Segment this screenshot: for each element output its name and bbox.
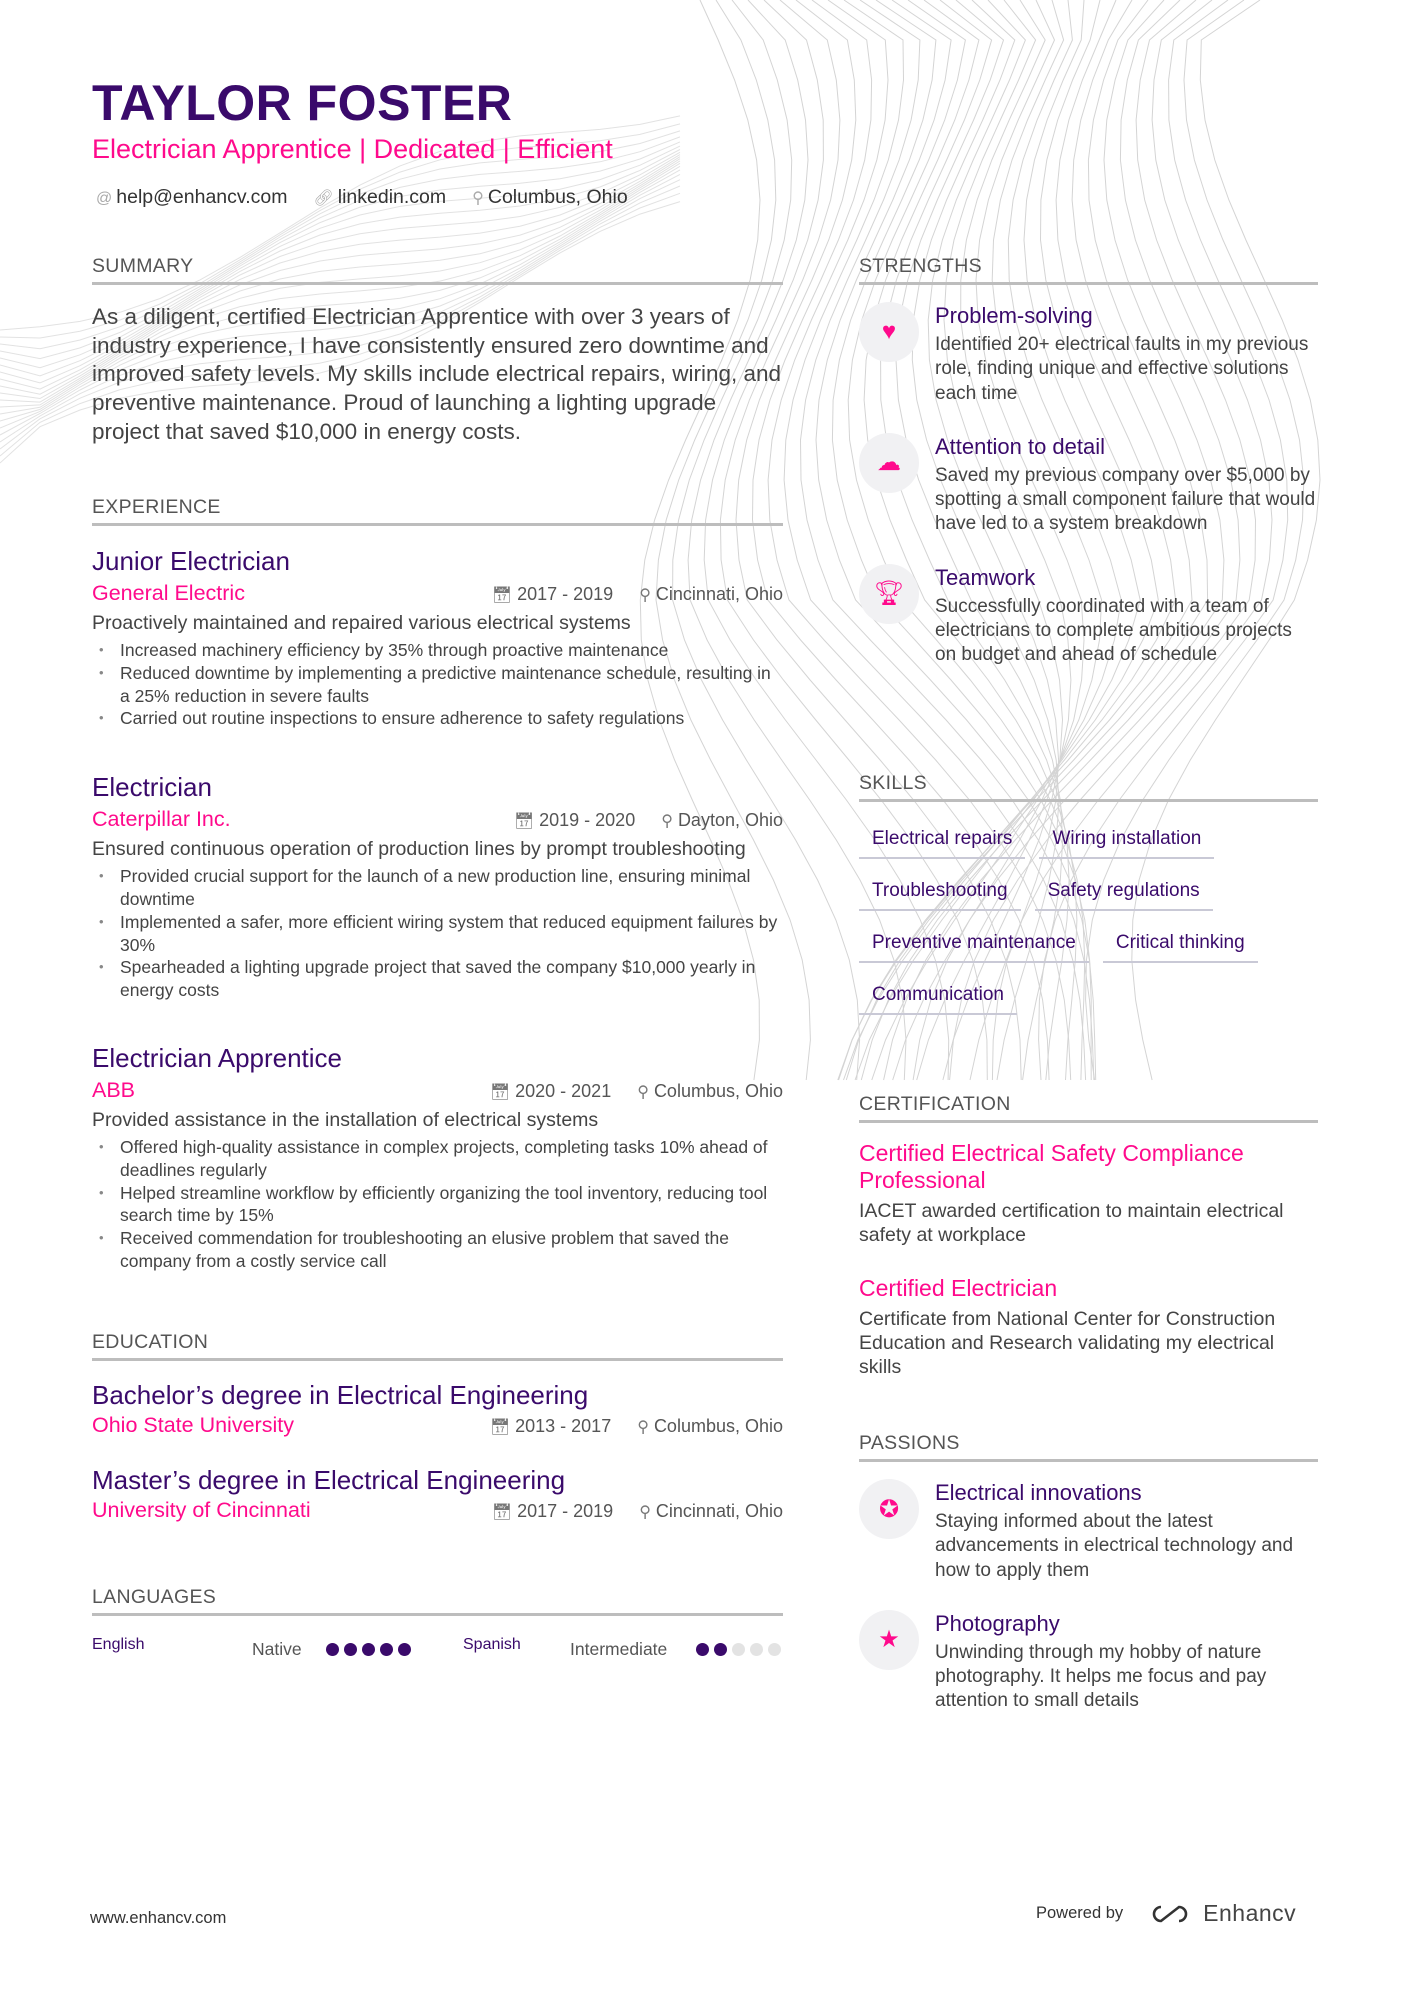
location-pin-icon: ⚲ (472, 190, 484, 207)
degree: Bachelor’s degree in Electrical Engineering (92, 1380, 589, 1410)
passions-item (859, 1610, 1318, 1714)
calendar-icon: 📅︎ (491, 587, 513, 604)
footer-website[interactable]: www.enhancv.com (90, 1909, 227, 1927)
rating-dot (714, 1643, 727, 1656)
location-pin-icon: ⚲ (637, 1419, 649, 1436)
location (639, 584, 783, 605)
location (661, 810, 783, 831)
job-bullets (92, 1136, 783, 1273)
summary-text: As a diligent, certified Electrician Apprentice with over 3 years of industry experience, I have consistently ensured zero downtime and improved safety levels. My skills include electrical repairs, wiring, and preventive maintenance. Proud of launching a lighting upgrade project that saved $10,000 in energy costs. (92, 304, 782, 444)
section-header-experience: EXPERIENCE (92, 496, 783, 526)
company-name: Caterpillar Inc. (92, 807, 231, 832)
item-description: Unwinding through my hobby of nature photography. It helps me focus and pay attention to small details (935, 1641, 1267, 1712)
job-title: Electrician (92, 772, 212, 803)
dates-text: 2017 - 2019 (517, 1501, 614, 1521)
item-title: Electrical innovations (935, 1480, 1142, 1505)
bullet-item: • Spearheaded a lighting upgrade project that saved the company $10,000 yearly in energy costs (92, 956, 783, 1002)
at-icon: @ (96, 190, 113, 207)
company-name: General Electric (92, 581, 245, 605)
job-company-row (92, 807, 783, 832)
calendar-icon: 📅︎ (489, 1083, 511, 1101)
job-company-row (92, 581, 783, 606)
item-title: Teamwork (935, 564, 1036, 590)
contact-linkedin[interactable] (313, 186, 446, 209)
education-item (92, 1464, 783, 1523)
location-pin-icon: ⚲ (639, 587, 651, 604)
dates (492, 1501, 613, 1522)
skill-tag: Electrical repairs (859, 828, 1025, 859)
item-body (935, 302, 1318, 406)
dates-text: 2017 - 2019 (517, 584, 614, 604)
rating-dot (344, 1643, 357, 1656)
heart-icon: ♥ (859, 302, 919, 362)
skill-tag: Communication (859, 984, 1017, 1015)
strengths-item (859, 433, 1318, 537)
experience-list (92, 545, 783, 1273)
enhancv-logo (1147, 1900, 1296, 1927)
skill-tag: Safety regulations (1035, 880, 1213, 911)
item-body (935, 433, 1318, 537)
item-body (935, 564, 1318, 668)
certification-item (859, 1140, 1318, 1248)
language-rating (696, 1643, 781, 1656)
dates-text: 2019 - 2020 (539, 810, 636, 831)
job-title: Junior Electrician (92, 546, 290, 576)
job-bullets (92, 865, 783, 1002)
location-pin-icon: ⚲ (637, 1083, 649, 1101)
location-text: Columbus, Ohio (653, 1080, 783, 1101)
certification-description: IACET awarded certification to maintain electrical safety at workplace (859, 1200, 1284, 1247)
meta (492, 584, 783, 605)
item-description: Staying informed about the latest advancements in electrical technology and how to apply them (935, 1511, 1294, 1581)
dates-text: 2013 - 2017 (515, 1416, 612, 1436)
link-icon: 🔗︎ (313, 190, 334, 207)
language-level: Native (252, 1639, 302, 1659)
item-body (935, 1610, 1318, 1714)
star-icon: ★ (859, 1610, 919, 1670)
contact-email-text: help@enhancv.com (116, 186, 288, 208)
rating-dot (696, 1643, 709, 1656)
contact-email[interactable] (96, 186, 287, 209)
contact-info (96, 186, 628, 209)
meta (490, 1416, 783, 1437)
powered-by-label: Powered by (1036, 1904, 1124, 1922)
location-text: Cincinnati, Ohio (655, 1501, 783, 1521)
item-title: Problem-solving (935, 303, 1093, 328)
bullet-item: • Implemented a safer, more efficient wiring system that reduced equipment failures by 30% (92, 911, 783, 957)
section-header-skills: SKILLS (859, 772, 1318, 802)
job-description: Provided assistance in the installation of electrical systems (92, 1108, 599, 1131)
job-company-row (92, 1078, 783, 1103)
certification-item (859, 1275, 1318, 1380)
job-title: Electrician Apprentice (92, 1042, 343, 1073)
certification-description: Certificate from National Center for Construction Education and Research validating my electrical skills (859, 1307, 1276, 1379)
certification-title: Certified Electrician (859, 1274, 1058, 1301)
bullet-item: • Received commendation for troubleshooting an elusive problem that saved the company from a costly service call (92, 1227, 783, 1273)
brain-icon: ☁ (859, 433, 919, 493)
strengths-item (859, 302, 1318, 406)
dates (490, 1081, 611, 1102)
contact-linkedin-text: linkedin.com (337, 186, 447, 208)
skills-list (859, 828, 1318, 1015)
language-level: Intermediate (570, 1639, 668, 1659)
language-name: Spanish (463, 1636, 521, 1653)
item-title: Attention to detail (935, 433, 1106, 459)
language-rating (326, 1643, 411, 1656)
company-name: ABB (92, 1077, 136, 1102)
experience-item (92, 771, 783, 1002)
bullet-item: • Helped streamline workflow by efficiently organizing the tool inventory, reducing tool search time by 15% (92, 1182, 783, 1228)
skill-tag: Critical thinking (1103, 932, 1258, 963)
bullet-item: • Offered high-quality assistance in complex projects, completing tasks 10% ahead of deadlines regularly (92, 1136, 783, 1182)
footer-branding (1036, 1900, 1296, 1927)
experience-item (92, 1042, 783, 1273)
item-description: Saved my previous company over $5,000 by spotting a small component failure that would have led to a system breakdown (935, 464, 1316, 535)
strengths-item (859, 564, 1318, 668)
item-title: Photography (935, 1610, 1060, 1636)
rating-dot (326, 1643, 339, 1656)
skill-tag: Wiring installation (1039, 828, 1214, 859)
rating-dot (362, 1643, 375, 1656)
bullet-item: • Provided crucial support for the launch of a new production line, ensuring minimal downtime (92, 865, 783, 911)
job-description: Proactively maintained and repaired various electrical systems (92, 612, 631, 634)
contact-location (472, 186, 628, 209)
strengths-list (859, 302, 1318, 668)
star-badge-icon: ✪ (859, 1479, 919, 1539)
school-row (92, 1413, 783, 1438)
section-header-passions: PASSIONS (859, 1432, 1318, 1462)
school-name: University of Cincinnati (92, 1498, 311, 1522)
language-name: English (92, 1636, 145, 1653)
rating-dot (750, 1643, 763, 1656)
item-description: Identified 20+ electrical faults in my previous role, finding unique and effective solutions each time (935, 334, 1309, 404)
job-description: Ensured continuous operation of production lines by prompt troubleshooting (92, 838, 746, 861)
location-pin-icon: ⚲ (639, 1504, 651, 1521)
item-body (935, 1479, 1318, 1583)
location (637, 1081, 783, 1102)
education-item (92, 1379, 783, 1438)
dates (514, 810, 635, 831)
meta (490, 1081, 783, 1102)
passions-list (859, 1479, 1318, 1714)
section-header-education: EDUCATION (92, 1331, 783, 1361)
certification-title: Certified Electrical Safety Compliance Professional (859, 1140, 1244, 1193)
certification-list (859, 1140, 1318, 1379)
experience-item (92, 545, 783, 730)
school-row (92, 1498, 783, 1523)
candidate-tagline: Electrician Apprentice | Dedicated | Efficient (92, 134, 613, 164)
meta (514, 810, 783, 831)
rating-dot (768, 1643, 781, 1656)
dates-text: 2020 - 2021 (515, 1080, 612, 1101)
meta (492, 1501, 783, 1522)
trophy-icon: 🏆︎ (859, 564, 919, 624)
school-name: Ohio State University (92, 1413, 294, 1437)
degree: Master’s degree in Electrical Engineering (92, 1465, 566, 1495)
dates (492, 584, 613, 605)
section-header-languages: LANGUAGES (92, 1586, 783, 1616)
skill-tag: Preventive maintenance (859, 932, 1089, 963)
job-bullets (92, 639, 783, 730)
calendar-icon: 📅︎ (491, 1504, 513, 1521)
rating-dot (380, 1643, 393, 1656)
bullet-item: • Carried out routine inspections to ensure adherence to safety regulations (92, 707, 783, 730)
calendar-icon: 📅︎ (513, 813, 535, 831)
passions-item (859, 1479, 1318, 1583)
enhancv-logo-icon (1147, 1902, 1193, 1926)
skill-tag: Troubleshooting (859, 880, 1021, 911)
location-pin-icon: ⚲ (661, 813, 673, 831)
location (637, 1416, 783, 1437)
bullet-item: • Reduced downtime by implementing a predictive maintenance schedule, resulting in a 25% reduction in severe faults (92, 662, 783, 708)
bullet-item: • Increased machinery efficiency by 35% through proactive maintenance (92, 639, 783, 662)
education-list (92, 1379, 783, 1523)
location-text: Dayton, Ohio (677, 810, 783, 831)
languages-list (92, 1636, 783, 1662)
brand-name: Enhancv (1203, 1900, 1297, 1926)
rating-dot (398, 1643, 411, 1656)
location (639, 1501, 783, 1522)
calendar-icon: 📅︎ (489, 1419, 511, 1436)
contact-location-text: Columbus, Ohio (487, 186, 628, 208)
section-header-summary: SUMMARY (92, 255, 783, 285)
rating-dot (732, 1643, 745, 1656)
item-description: Successfully coordinated with a team of electricians to complete ambitious projects on budget and ahead of schedule (935, 595, 1292, 666)
section-header-certification: CERTIFICATION (859, 1093, 1318, 1123)
candidate-name: TAYLOR FOSTER (92, 75, 513, 131)
dates (490, 1416, 611, 1437)
location-text: Columbus, Ohio (653, 1416, 783, 1436)
location-text: Cincinnati, Ohio (655, 584, 783, 604)
section-header-strengths: STRENGTHS (859, 255, 1318, 285)
